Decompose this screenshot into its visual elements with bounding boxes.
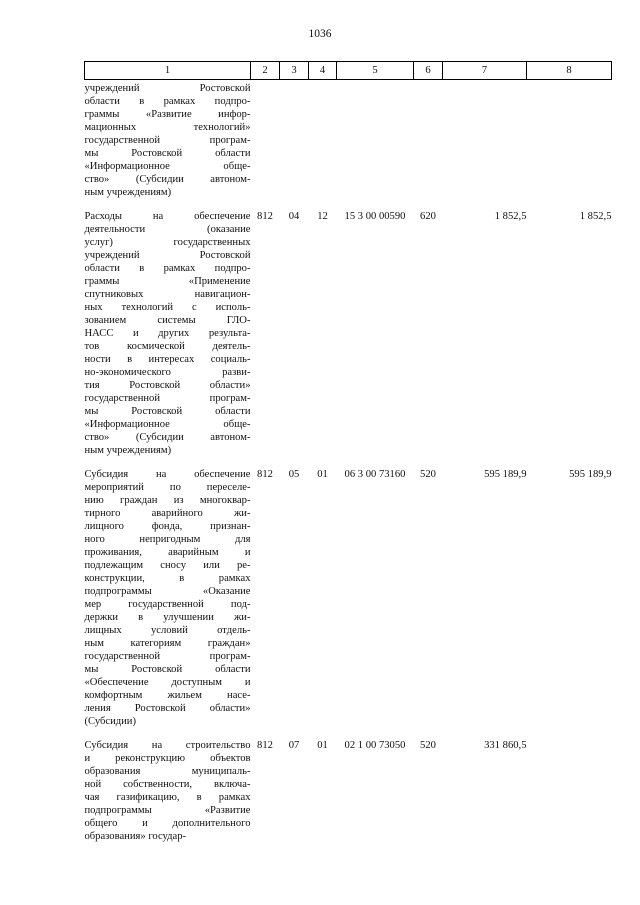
description-line: услуг) государственных — [84, 237, 251, 248]
subsection-code-cell — [309, 80, 337, 211]
table-header-row — [85, 62, 612, 80]
description-line: тирного аварийного жи- — [84, 508, 251, 519]
description-line: «Информационное обще- — [84, 419, 251, 430]
description-line: держки в улучшении жи- — [84, 612, 251, 623]
description-line: тов космической деятель- — [84, 341, 251, 352]
row-description — [85, 80, 251, 211]
table-row — [85, 80, 612, 211]
description-line: области в рамках подпро- — [84, 96, 251, 107]
amount-cell — [443, 80, 527, 211]
description-line: мационных технологий» — [84, 122, 251, 133]
description-line: государственной програм- — [84, 135, 251, 146]
subsection-code-cell: 01 — [317, 740, 328, 751]
column-header: 1 — [85, 62, 251, 80]
subsection-code-cell: 12 — [317, 211, 328, 222]
description-line: ления Ростовской области» — [84, 703, 251, 714]
description-line: ство» (Субсидии автоном- — [84, 432, 251, 443]
amount-cell: 1 852,5 — [494, 211, 527, 222]
expense-type-code-cell — [414, 80, 443, 211]
description-line: Расходы на обеспечение — [84, 211, 251, 222]
description-line: лищных условий отдель- — [84, 625, 251, 636]
description-line: образования муниципаль- — [84, 766, 251, 777]
description-line: нию граждан из многоквар- — [84, 495, 251, 506]
row-description — [85, 468, 251, 739]
row-description — [85, 739, 251, 854]
amount-cell: 595 189,9 — [484, 469, 527, 480]
description-line: лищного фонда, признан- — [84, 521, 251, 532]
description-line: мер государственной под- — [84, 599, 251, 610]
target-item-code-cell: 02 1 00 73050 — [344, 740, 406, 751]
description-line: мы Ростовской области — [84, 406, 251, 417]
amount-cell — [527, 739, 612, 854]
description-line: спутниковых навигацион- — [84, 289, 251, 300]
target-item-code-cell: 06 3 00 73160 — [344, 469, 406, 480]
column-header: 3 — [280, 62, 309, 80]
description-line: подпрограммы «Развитие — [84, 805, 251, 816]
description-line: ных технологий с исполь- — [84, 302, 251, 313]
amount-cell: 595 189,9 — [569, 469, 612, 480]
description-line: учреждений Ростовской — [84, 83, 251, 94]
description-line: НАСС и других результа- — [84, 328, 251, 339]
ministry-code-cell: 812 — [257, 211, 273, 222]
table-row — [85, 468, 612, 739]
description-line: Субсидия на строительство — [84, 740, 251, 751]
description-line: граммы «Развитие инфор- — [84, 109, 251, 120]
description-line: ным учреждениям) — [84, 445, 172, 456]
target-item-code-cell — [337, 80, 414, 211]
section-code-cell: 07 — [288, 740, 300, 751]
subsection-code-cell: 01 — [317, 469, 328, 480]
page-number: 1036 — [308, 28, 332, 40]
column-header: 7 — [443, 62, 527, 80]
description-line: «Информационное обще- — [84, 161, 251, 172]
description-line: (Субсидии) — [84, 716, 137, 727]
section-code-cell: 05 — [288, 469, 300, 480]
description-line: подпрограммы «Оказание — [84, 586, 251, 597]
column-header: 5 — [337, 62, 414, 80]
amount-cell: 1 852,5 — [579, 211, 612, 222]
description-line: ного непригодным для — [84, 534, 251, 545]
column-header: 2 — [251, 62, 280, 80]
column-header: 8 — [527, 62, 612, 80]
section-code-cell: 04 — [288, 211, 300, 222]
description-line: Субсидия на обеспечение — [84, 469, 251, 480]
description-line: государственной програм- — [84, 651, 251, 662]
description-line: тия Ростовской области» — [84, 380, 251, 391]
description-line: зованием системы ГЛО- — [84, 315, 251, 326]
ministry-code-cell — [251, 80, 280, 211]
description-line: комфортным жильем насе- — [84, 690, 251, 701]
description-line: деятельности (оказание — [84, 224, 251, 235]
description-line: государственной програм- — [84, 393, 251, 404]
column-header: 6 — [414, 62, 443, 80]
column-header: 4 — [309, 62, 337, 80]
table-row — [85, 739, 612, 854]
description-line: мы Ростовской области — [84, 148, 251, 159]
description-line: «Обеспечение доступным и — [84, 677, 251, 688]
description-line: граммы «Применение — [84, 276, 251, 287]
expense-type-code-cell: 520 — [420, 740, 436, 751]
description-line: учреждений Ростовской — [84, 250, 251, 261]
description-line: ство» (Субсидии автоном- — [84, 174, 251, 185]
description-line: ности в интересах социаль- — [84, 354, 251, 365]
target-item-code-cell: 15 3 00 00590 — [344, 211, 406, 222]
ministry-code-cell: 812 — [257, 740, 273, 751]
expense-type-code-cell: 520 — [420, 469, 436, 480]
description-line: конструкции, в рамках — [84, 573, 251, 584]
description-line: и реконструкцию объектов — [84, 753, 251, 764]
ministry-code-cell: 812 — [257, 469, 273, 480]
description-line: проживания, аварийным и — [84, 547, 251, 558]
description-line: мероприятий по переселе- — [84, 482, 251, 493]
section-code-cell — [280, 80, 309, 211]
row-description — [85, 210, 251, 468]
description-line: ным учреждениям) — [84, 187, 172, 198]
description-line: чая газификацию, в рамках — [84, 792, 251, 803]
table-row — [85, 210, 612, 468]
description-line: области в рамках подпро- — [84, 263, 251, 274]
description-line: мы Ростовской области — [84, 664, 251, 675]
budget-table — [84, 61, 612, 854]
amount-cell: 331 860,5 — [484, 740, 527, 751]
description-line: ным категориям граждан» — [84, 638, 251, 649]
description-line: но-экономического разви- — [84, 367, 251, 378]
description-line: общего и дополнительного — [84, 818, 251, 829]
expense-type-code-cell: 620 — [420, 211, 436, 222]
description-line: подлежащим сносу или ре- — [84, 560, 251, 571]
description-line: образования» государ- — [84, 831, 187, 842]
description-line: ной собственности, включа- — [84, 779, 251, 790]
amount-cell — [527, 80, 612, 211]
